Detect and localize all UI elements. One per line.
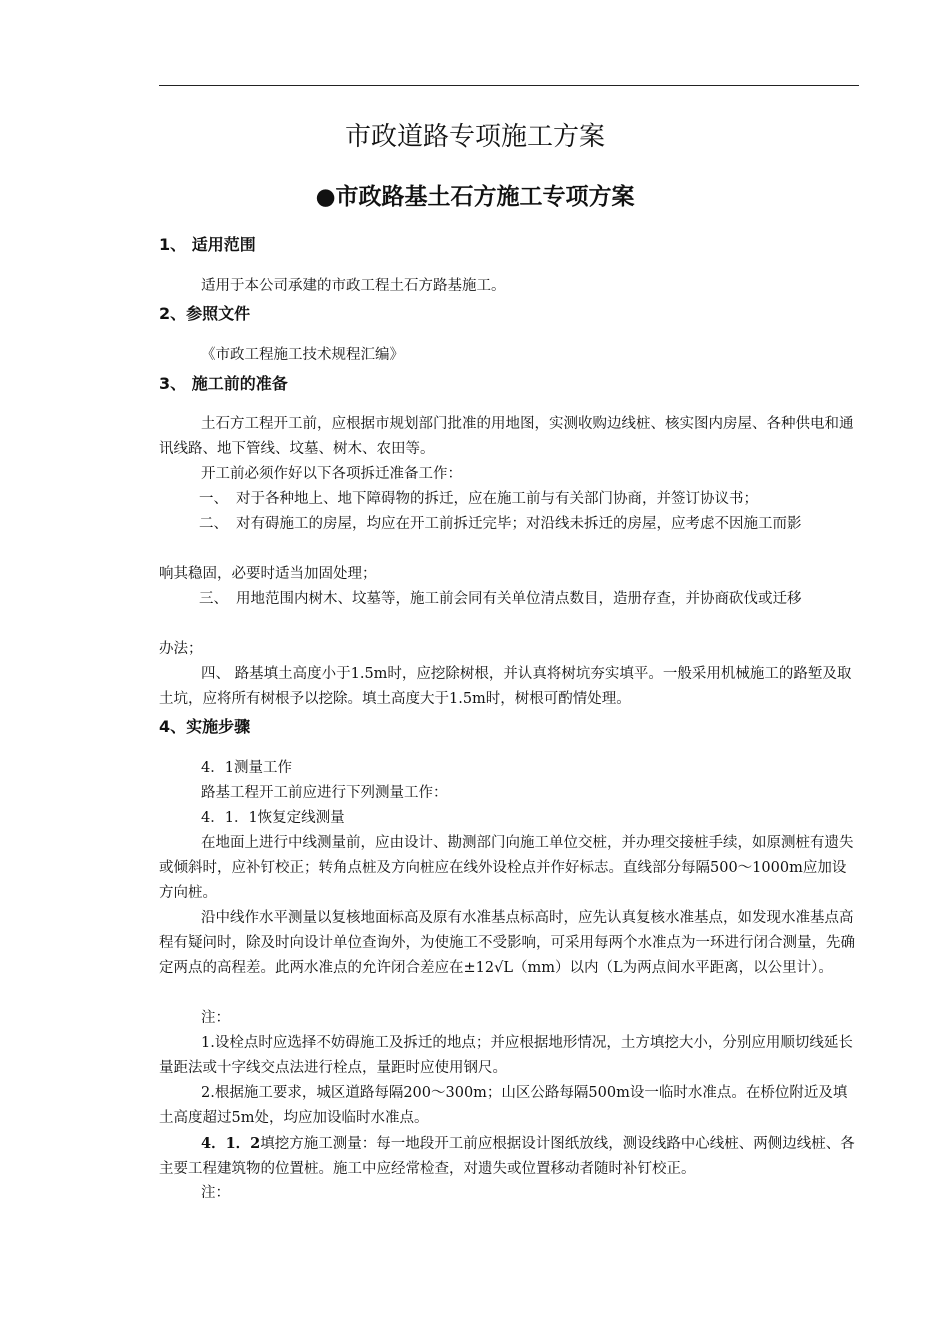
note-label: 注： xyxy=(201,1010,230,1026)
note-2: 2.根据施工要求，城区道路每隔200～300m；山区公路每隔500m设一临时水准点。在桥位附近及填土高度超过5m处，均应加设临时水准点。 xyxy=(159,1085,848,1126)
subsection-4-1-text: 路基工程开工前应进行下列测量工作： xyxy=(201,785,448,801)
subsection-4-1-2-label: 4．1．2 xyxy=(201,1135,261,1152)
section-2-heading: 2、参照文件 xyxy=(159,304,251,323)
list-item-text: 用地范围内树木、坟墓等，施工前会同有关单位清点数目，造册存查，并协商砍伐或迁移 xyxy=(236,591,802,607)
section-4-heading: 4、实施步骤 xyxy=(159,717,251,736)
subsection-4-1-1-paragraph-1: 在地面上进行中线测量前，应由设计、勘测部门向施工单位交桩，并办理交接桩手续，如原测桩有遗失或倾斜时，应补钉校正；转角点桩及方向桩应在线外设栓点并作好标志。直线部分每隔500～1000m应加设方向桩。 xyxy=(159,835,854,901)
note-1: 1.设栓点时应选择不妨碍施工及拆迁的地点；并应根据地形情况，土方填挖大小，分别应用顺切线延长量距法或十字线交点法进行栓点，量距时应使用钢尺。 xyxy=(159,1035,853,1076)
section-3-paragraph-1: 土石方工程开工前，应根据市规划部门批准的用地图，实测收购边线桩、核实图内房屋、各种供电和通讯线路、地下管线、坟墓、树木、农田等。 xyxy=(159,416,854,457)
document-subtitle: ●市政路基土石方施工专项方案 xyxy=(315,183,635,210)
section-3-item-4: 四、 路基填土高度小于1.5m时，应挖除树根，并认真将树坑夯实填平。一般采用机械施工的路堑及取土坑，应将所有树根予以挖除。填土高度大于1.5m时，树根可酌情处理。 xyxy=(159,666,852,707)
list-item-number: 一、 xyxy=(199,491,228,507)
list-item-number: 三、 xyxy=(199,591,228,607)
list-item-number: 二、 xyxy=(199,516,228,532)
list-item-text: 对于各种地上、地下障碍物的拆迁，应在施工前与有关部门协商，并签订协议书； xyxy=(236,491,758,507)
subsection-4-1-2 xyxy=(159,1131,859,1182)
subsection-4-1-heading: 4．1测量工作 xyxy=(201,760,292,776)
section-1-heading: 1、 适用范围 xyxy=(159,235,256,254)
document-title: 市政道路专项施工方案 xyxy=(344,122,605,152)
header-rule xyxy=(159,85,859,86)
list-item-continuation: 响其稳固，必要时适当加固处理； xyxy=(159,566,377,582)
section-1-text: 适用于本公司承建的市政工程土石方路基施工。 xyxy=(201,278,506,294)
section-3-heading: 3、 施工前的准备 xyxy=(159,374,288,393)
subsection-4-1-2-text: 填挖方施工测量：每一地段开工前应根据设计图纸放线，测设线路中心线桩、两侧边线桩、各主要工程建筑物的位置桩。施工中应经常检查，对遗失或位置移动者随时补钉校正。 xyxy=(159,1136,855,1177)
subsection-4-1-1-paragraph-2: 沿中线作水平测量以复核地面标高及原有水准基点标高时，应先认真复核水准基点，如发现水准基点高程有疑问时，除及时向设计单位查询外，为使施工不受影响，可采用每两个水准点为一环进行闭合测量，先确定两点的高程差。此两水准点的允许闭合差应在±12√L（mm）以内（L为两点间水平距离，以公里计）。 xyxy=(159,910,855,976)
subsection-4-1-1-heading: 4．1．1恢复定线测量 xyxy=(201,810,345,826)
note-label: 注： xyxy=(201,1185,230,1201)
list-item-continuation: 办法； xyxy=(159,641,203,657)
section-3-paragraph-2: 开工前必须作好以下各项拆迁准备工作： xyxy=(201,466,462,482)
list-item-text: 对有碍施工的房屋，均应在开工前拆迁完毕；对沿线未拆迁的房屋，应考虑不因施工而影 xyxy=(236,516,802,532)
section-2-text: 《市政工程施工技术规程汇编》 xyxy=(201,347,404,363)
